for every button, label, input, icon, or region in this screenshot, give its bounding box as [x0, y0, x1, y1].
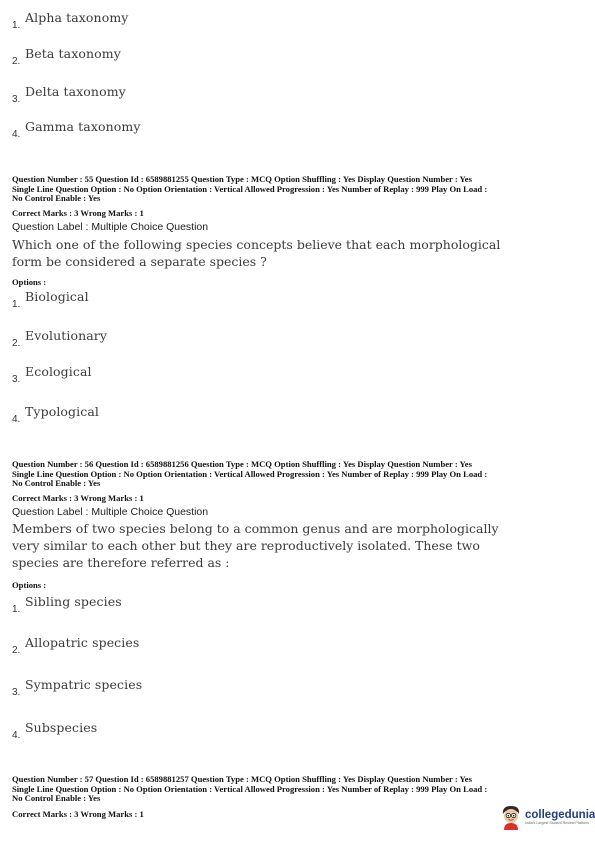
collegedunia-logo: [500, 804, 595, 830]
option-item: [12, 677, 143, 698]
brand-name: collegedunia: [525, 808, 595, 821]
option-number: 4.: [12, 730, 21, 741]
option-item: [12, 328, 108, 349]
option-text: Alpha taxonomy: [25, 10, 129, 25]
option-text: Allopatric species: [25, 635, 140, 650]
option-number: 4.: [12, 414, 21, 425]
option-number: 2.: [12, 338, 21, 349]
options-label: Options :: [12, 277, 47, 287]
option-item: [12, 289, 89, 310]
option-text: Typological: [25, 404, 100, 419]
question-marks: Correct Marks : 3 Wrong Marks : 1: [12, 493, 144, 503]
meta-line: No Control Enable : Yes: [12, 193, 101, 204]
option-item: [12, 364, 92, 385]
question-text: Members of two species belong to a common genus and are morphologically very similar to each other but they are reproductively isolated. These two species are therefore referred as :: [12, 521, 499, 570]
question-label: Question Label : Multiple Choice Question: [12, 506, 209, 518]
meta-line: Single Line Question Option : No Option Orientation : Vertical Allowed Progression : Yes Number of Replay : 999 Play On Load :: [12, 468, 488, 479]
meta-line: Single Line Question Option : No Option Orientation : Vertical Allowed Progression : Yes Number of Replay : 999 Play On Load :: [12, 183, 488, 194]
meta-line: No Control Enable : Yes: [12, 478, 101, 489]
option-text: Beta taxonomy: [25, 46, 121, 61]
option-number: 2.: [12, 645, 21, 656]
question-marks: Correct Marks : 3 Wrong Marks : 1: [12, 208, 144, 218]
option-text: Sympatric species: [25, 677, 143, 692]
option-text: Gamma taxonomy: [25, 119, 141, 134]
option-text: Evolutionary: [25, 328, 108, 343]
option-number: 4.: [12, 129, 21, 140]
meta-line: Question Number : 57 Question Id : 6589881257 Question Type : MCQ Option Shuffling : Yes Display Question Number : Yes: [12, 774, 472, 784]
meta-line: Single Line Question Option : No Option Orientation : Vertical Allowed Progression : Yes Number of Replay : 999 Play On Load :: [12, 783, 488, 794]
option-item: [12, 720, 98, 741]
question-meta: [12, 775, 582, 804]
options-label: Options :: [12, 580, 47, 590]
option-number: 1.: [12, 20, 21, 31]
option-text: Subspecies: [25, 720, 98, 735]
meta-line: No Control Enable : Yes: [12, 793, 101, 804]
option-number: 2.: [12, 56, 21, 67]
question-text: Which one of the following species concepts believe that each morphological form be considered a separate species ?: [12, 237, 501, 269]
question-marks: Correct Marks : 3 Wrong Marks : 1: [12, 809, 144, 819]
option-number: 1.: [12, 604, 21, 615]
option-item: [12, 46, 121, 67]
option-text: Delta taxonomy: [25, 84, 126, 99]
question-label: Question Label : Multiple Choice Question: [12, 221, 209, 233]
option-number: 3.: [12, 374, 21, 385]
option-item: [12, 84, 126, 105]
option-item: [12, 594, 122, 615]
question-meta: [12, 460, 582, 489]
option-number: 3.: [12, 94, 21, 105]
option-item: [12, 404, 100, 425]
mascot-icon: [500, 804, 522, 830]
option-text: Biological: [25, 289, 89, 304]
brand-tagline: India's Largest Student Review Platform: [525, 820, 589, 825]
option-text: Sibling species: [25, 594, 122, 609]
question-meta: [12, 175, 582, 204]
option-number: 3.: [12, 687, 21, 698]
option-number: 1.: [12, 299, 21, 310]
option-item: [12, 635, 140, 656]
option-text: Ecological: [25, 364, 92, 379]
option-item: [12, 119, 141, 140]
meta-line: Question Number : 55 Question Id : 6589881255 Question Type : MCQ Option Shuffling : Yes Display Question Number : Yes: [12, 174, 472, 184]
meta-line: Question Number : 56 Question Id : 6589881256 Question Type : MCQ Option Shuffling : Yes Display Question Number : Yes: [12, 459, 472, 469]
option-item: [12, 10, 129, 31]
